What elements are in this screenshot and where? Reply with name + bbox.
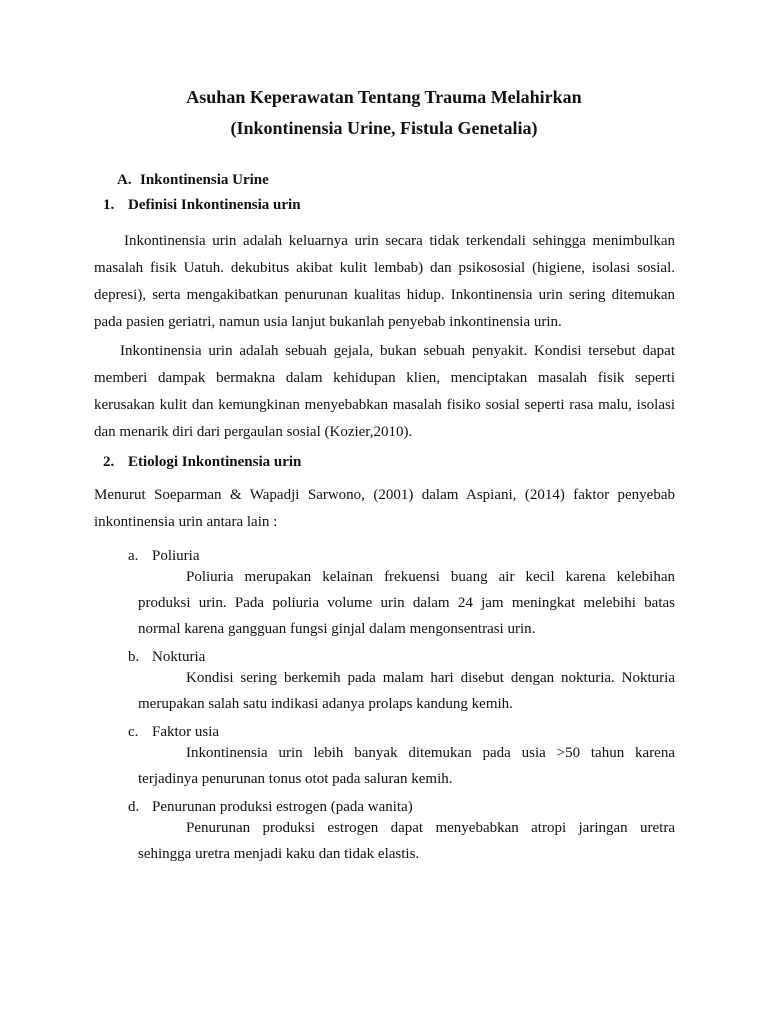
heading-1-title: Definisi Inkontinensia urin [128,197,301,213]
heading-2-marker: 2. [103,454,115,470]
list-item-line: produksi urin. Pada poliuria volume urin dalam 24 jam meningkat melebihi batas [138,595,675,611]
heading-1 [103,196,301,214]
paragraph-definition-1 [94,228,675,336]
section-a-title: Inkontinensia Urine [140,172,269,188]
heading-1-marker: 1. [103,197,115,213]
paragraph-line: Inkontinensia urin adalah keluarnya urin secara tidak terkendali sehingga menimbulkan [124,233,675,249]
list-item-a-label [128,547,200,565]
heading-2 [103,453,301,471]
paragraph-line: kerusakan kulit dan kemungkinan menyebabkan masalah fisiko sosial seperti rasa malu, isolasi [94,397,675,413]
list-item-title: Faktor usia [152,724,220,740]
paragraph-line: Menurut Soeparman & Wapadji Sarwono, (2001) dalam Aspiani, (2014) faktor penyebab [94,487,675,503]
list-item-c-label [128,723,219,741]
list-item-line: Penurunan produksi estrogen dapat menyebabkan atropi jaringan uretra [186,820,675,836]
heading-2-title: Etiologi Inkontinensia urin [128,454,302,470]
list-item-d-label [128,798,413,816]
paragraph-line: inkontinensia urin antara lain : [94,514,278,530]
list-item-line: sehingga uretra menjadi kaku dan tidak elastis. [138,846,420,862]
paragraph-definition-2 [94,338,675,446]
paragraph-line: dan menarik diri dari pergaulan sosial (Kozier,2010). [94,424,413,440]
list-item-a-body [138,569,675,647]
list-item-title: Penurunan produksi estrogen (pada wanita) [152,799,413,815]
list-item-title: Poliuria [152,548,200,564]
paragraph-etiology [94,482,675,536]
list-item-line: merupakan salah satu indikasi adanya prolaps kandung kemih. [138,696,513,712]
list-item-b-label [128,648,205,666]
list-item-line: Kondisi sering berkemih pada malam hari disebut dengan nokturia. Nokturia [186,670,675,686]
list-item-line: terjadinya penurunan tonus otot pada saluran kemih. [138,771,453,787]
list-item-line: Inkontinensia urin lebih banyak ditemukan pada usia >50 tahun karena [186,745,675,761]
document-subtitle: (Inkontinensia Urine, Fistula Genetalia) [230,118,538,138]
paragraph-line: masalah fisik Uatuh. dekubitus akibat kulit lembab) dan psikososial (higiene, isolasi sosial. [94,260,675,276]
list-item-b-body [138,670,675,722]
list-item-line: normal karena gangguan fungsi ginjal dalam mengonsentrasi urin. [138,621,536,637]
paragraph-line: Inkontinensia urin adalah sebuah gejala, bukan sebuah penyakit. Kondisi tersebut dapat [120,343,675,359]
document-title: Asuhan Keperawatan Tentang Trauma Melahirkan [186,87,582,107]
list-item-line: Poliuria merupakan kelainan frekuensi buang air kecil karena kelebihan [186,569,675,585]
list-item-marker: a. [128,548,139,564]
list-item-title: Nokturia [152,649,206,665]
list-item-marker: b. [128,649,140,665]
list-item-d-body [138,820,675,872]
section-a-marker: A. [117,172,132,188]
paragraph-line: memberi dampak bermakna dalam kehidupan klien, menciptakan masalah fisik seperti [94,370,675,386]
paragraph-line: depresi), serta mengakibatkan penurunan kualitas hidup. Inkontinensia urin sering ditemukan [94,287,675,303]
list-item-marker: c. [128,724,139,740]
paragraph-line: pada pasien geriatri, namun usia lanjut bukanlah penyebab inkontinensia urin. [94,314,562,330]
list-item-c-body [138,745,675,797]
section-a-heading [117,171,269,189]
list-item-marker: d. [128,799,140,815]
